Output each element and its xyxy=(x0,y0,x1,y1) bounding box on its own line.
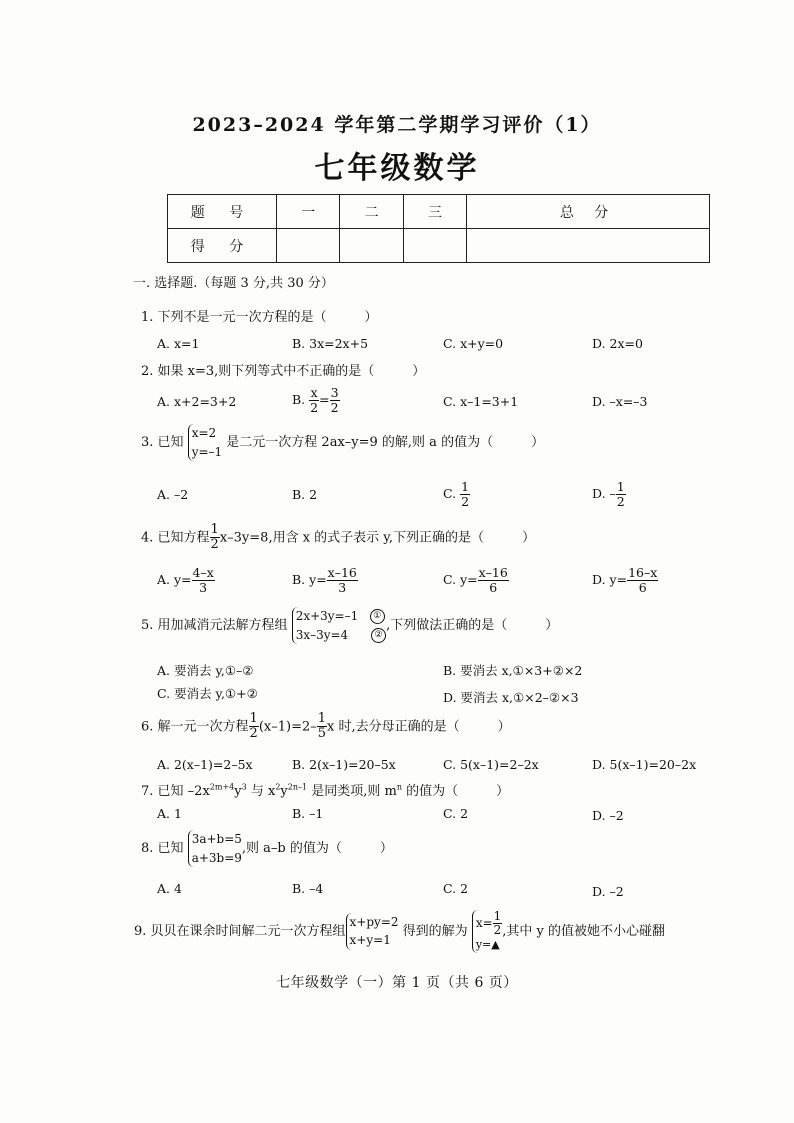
denominator: 2 xyxy=(249,726,258,742)
fraction xyxy=(330,386,340,415)
option-d: D. –2 xyxy=(592,808,624,823)
option-a: A. x+2=3+2 xyxy=(157,394,237,409)
page-footer: 七年级数学（一）第 1 页（共 6 页） xyxy=(276,975,518,991)
question-text: y xyxy=(280,784,288,799)
denominator: 2 xyxy=(330,399,339,415)
question-number: 4. 已知方程 xyxy=(141,530,210,546)
option-c: C. 2 xyxy=(443,806,469,821)
numerator: 1 xyxy=(493,909,502,923)
equation-line: 3a+b=5 xyxy=(191,832,242,846)
subject-title: 七年级数学 xyxy=(314,151,480,186)
question-close: ） xyxy=(379,841,393,857)
question-3 xyxy=(141,424,544,461)
question-number: 3. 已知 xyxy=(141,435,184,451)
equation-system xyxy=(188,830,242,867)
option-label: D. – xyxy=(592,485,616,501)
option-b: B. 3x=2x+5 xyxy=(292,336,369,351)
question-close: ） xyxy=(496,784,510,799)
equation-line: x=2 xyxy=(191,426,217,440)
exponent: n xyxy=(396,782,402,792)
equation-line: 3x–3y=4 xyxy=(295,627,349,642)
score-input-cell[interactable] xyxy=(403,229,466,263)
denominator: 2 xyxy=(310,399,319,415)
option-c: C. x+y=0 xyxy=(443,336,504,351)
score-table-score-row xyxy=(168,229,710,263)
numerator: 1 xyxy=(249,711,258,726)
equation-system xyxy=(292,607,386,644)
option-label: B. y= xyxy=(292,571,327,587)
option-d: D. –x=–3 xyxy=(592,394,648,409)
question-stem: x 时,去分母正确的是（ xyxy=(327,719,460,735)
question-4 xyxy=(141,523,535,553)
option-b: B. 2 xyxy=(292,487,318,502)
option-c xyxy=(443,480,470,509)
question-stem: ,下列做法正确的是（ xyxy=(386,618,508,634)
numerator: 3 xyxy=(330,385,339,400)
equals: = xyxy=(319,391,330,407)
option-b: B. 要消去 x,①×3+②×2 xyxy=(443,663,583,678)
question-text: 得到的解为 xyxy=(402,923,468,939)
question-close: ） xyxy=(531,435,545,451)
solution-system xyxy=(472,910,502,953)
equation-line: x+y=1 xyxy=(349,933,391,948)
numerator: x xyxy=(310,385,318,400)
fraction xyxy=(327,566,358,595)
question-8 xyxy=(141,830,393,867)
score-cell: 二 xyxy=(340,195,403,229)
numerator: x–16 xyxy=(478,565,508,580)
question-1 xyxy=(141,306,378,325)
question-close: ） xyxy=(522,530,536,546)
option-d xyxy=(592,480,626,509)
score-input-cell[interactable] xyxy=(467,229,710,263)
question-stem: ,其中 y 的值被她不小心碰翻 xyxy=(502,923,666,939)
equation-system xyxy=(188,424,222,461)
numerator: 1 xyxy=(616,479,625,494)
numerator: 16–x xyxy=(628,565,658,580)
fraction xyxy=(627,566,658,595)
question-6 xyxy=(141,712,511,742)
fraction xyxy=(249,712,259,742)
score-table-header-row xyxy=(168,195,710,229)
equation-line: 2x+3y=–1 xyxy=(295,609,359,623)
exponent: 2 xyxy=(275,782,281,792)
question-close: ） xyxy=(364,310,378,325)
option-d: D. 要消去 x,①×2–②×3 xyxy=(443,690,579,705)
question-9 xyxy=(134,910,665,953)
option-c: C. 5(x–1)=2–2x xyxy=(443,757,539,772)
equation-line: y=▲ xyxy=(475,938,500,952)
option-d xyxy=(592,566,658,595)
question-text: y xyxy=(234,784,242,799)
question-close: ） xyxy=(545,618,559,634)
exam-title: 2023–2024 学年第二学期学习评价（1） xyxy=(192,114,602,136)
denominator: 2 xyxy=(210,537,219,553)
question-text: 与 x xyxy=(246,784,276,799)
option-d: D. 5(x–1)=20–2x xyxy=(592,757,697,772)
option-b xyxy=(292,386,340,415)
exponent: 2m+4 xyxy=(209,782,235,792)
option-label: B. xyxy=(292,391,306,407)
denominator: 2 xyxy=(493,923,502,938)
question-text: (x–1)=2– xyxy=(258,719,317,735)
question-stem: 的值为（ xyxy=(402,784,459,799)
denominator: 3 xyxy=(338,579,347,595)
equation-line: y=–1 xyxy=(191,444,223,459)
option-b: B. –4 xyxy=(292,881,324,896)
option-label: C. y= xyxy=(443,571,478,587)
option-b: B. –1 xyxy=(292,806,324,821)
option-a: A. x=1 xyxy=(157,336,200,351)
question-stem: ,则 a–b 的值为（ xyxy=(241,841,342,857)
fraction xyxy=(616,480,626,509)
question-number: 6. 解一元一次方程 xyxy=(141,719,249,735)
exponent: 2n–1 xyxy=(287,782,308,792)
question-2 xyxy=(141,360,425,379)
equation-line: x+py=2 xyxy=(349,914,399,929)
question-number: 9. 贝贝在课余时间解二元一次方程组 xyxy=(134,923,346,939)
fraction xyxy=(317,712,327,742)
option-a: A. 4 xyxy=(157,881,182,896)
option-label: D. y= xyxy=(592,571,628,587)
score-cell: 题 号 xyxy=(168,195,277,229)
option-label: C. xyxy=(443,485,457,501)
numerator: 4–x xyxy=(192,565,214,580)
numerator: 1 xyxy=(461,479,470,494)
numerator: 1 xyxy=(317,711,327,726)
option-c xyxy=(443,566,509,595)
option-d: D. –2 xyxy=(592,884,624,899)
section-heading: 一. 选择题.（每题 3 分,共 30 分） xyxy=(133,276,334,291)
denominator: 5 xyxy=(317,726,327,742)
question-number: 8. 已知 xyxy=(141,841,184,857)
question-stem: x–3y=8,用含 x 的式子表示 y,下列正确的是（ xyxy=(219,530,485,546)
fraction xyxy=(478,566,509,595)
question-stem: 2. 如果 x=3,则下列等式中不正确的是（ xyxy=(141,364,375,379)
equation-line: a+3b=9 xyxy=(191,850,242,865)
option-a: A. 要消去 y,①–② xyxy=(157,663,254,678)
option-a: A. 2(x–1)=2–5x xyxy=(157,757,253,772)
question-5 xyxy=(141,607,558,644)
fraction xyxy=(210,523,220,553)
question-text: 是同类项,则 m xyxy=(307,784,397,799)
numerator: 1 xyxy=(210,522,219,537)
option-b xyxy=(292,566,358,595)
option-a xyxy=(157,566,215,595)
denominator: 2 xyxy=(616,493,625,509)
equation-marker: ① xyxy=(370,609,385,624)
question-number: 5. 用加减消元法解方程组 xyxy=(141,618,288,634)
fraction xyxy=(192,566,215,595)
denominator: 2 xyxy=(461,493,470,509)
fraction xyxy=(309,386,319,415)
question-7 xyxy=(141,780,509,799)
option-label: A. y= xyxy=(157,571,192,587)
equation-marker: ② xyxy=(371,628,386,643)
question-text: 7. 已知 –2x xyxy=(141,784,210,799)
question-close: ） xyxy=(412,364,426,379)
option-a: A. 1 xyxy=(157,806,182,821)
option-c: C. 2 xyxy=(443,881,469,896)
denominator: 6 xyxy=(638,579,647,595)
option-b: B. 2(x–1)=20–5x xyxy=(292,757,396,772)
equation-system xyxy=(346,913,399,950)
option-a: A. –2 xyxy=(157,487,189,502)
fraction xyxy=(493,910,503,937)
exponent: 3 xyxy=(241,782,247,792)
question-close: ） xyxy=(497,719,511,735)
score-input-cell[interactable] xyxy=(340,229,403,263)
score-table xyxy=(167,194,710,263)
equation-line: x= xyxy=(475,916,493,931)
option-c: C. x–1=3+1 xyxy=(443,394,519,409)
question-stem: 1. 下列不是一元一次方程的是（ xyxy=(141,310,327,325)
option-d: D. 2x=0 xyxy=(592,336,643,351)
score-input-cell[interactable] xyxy=(277,229,340,263)
score-cell: 得 分 xyxy=(168,229,277,263)
score-cell: 总 分 xyxy=(467,195,710,229)
score-cell: 一 xyxy=(277,195,340,229)
denominator: 3 xyxy=(199,579,208,595)
option-c: C. 要消去 y,①+② xyxy=(157,686,258,701)
question-stem: 是二元一次方程 2ax–y=9 的解,则 a 的值为（ xyxy=(226,435,494,451)
score-cell: 三 xyxy=(403,195,466,229)
denominator: 6 xyxy=(489,579,498,595)
numerator: x–16 xyxy=(327,565,357,580)
fraction xyxy=(460,480,470,509)
